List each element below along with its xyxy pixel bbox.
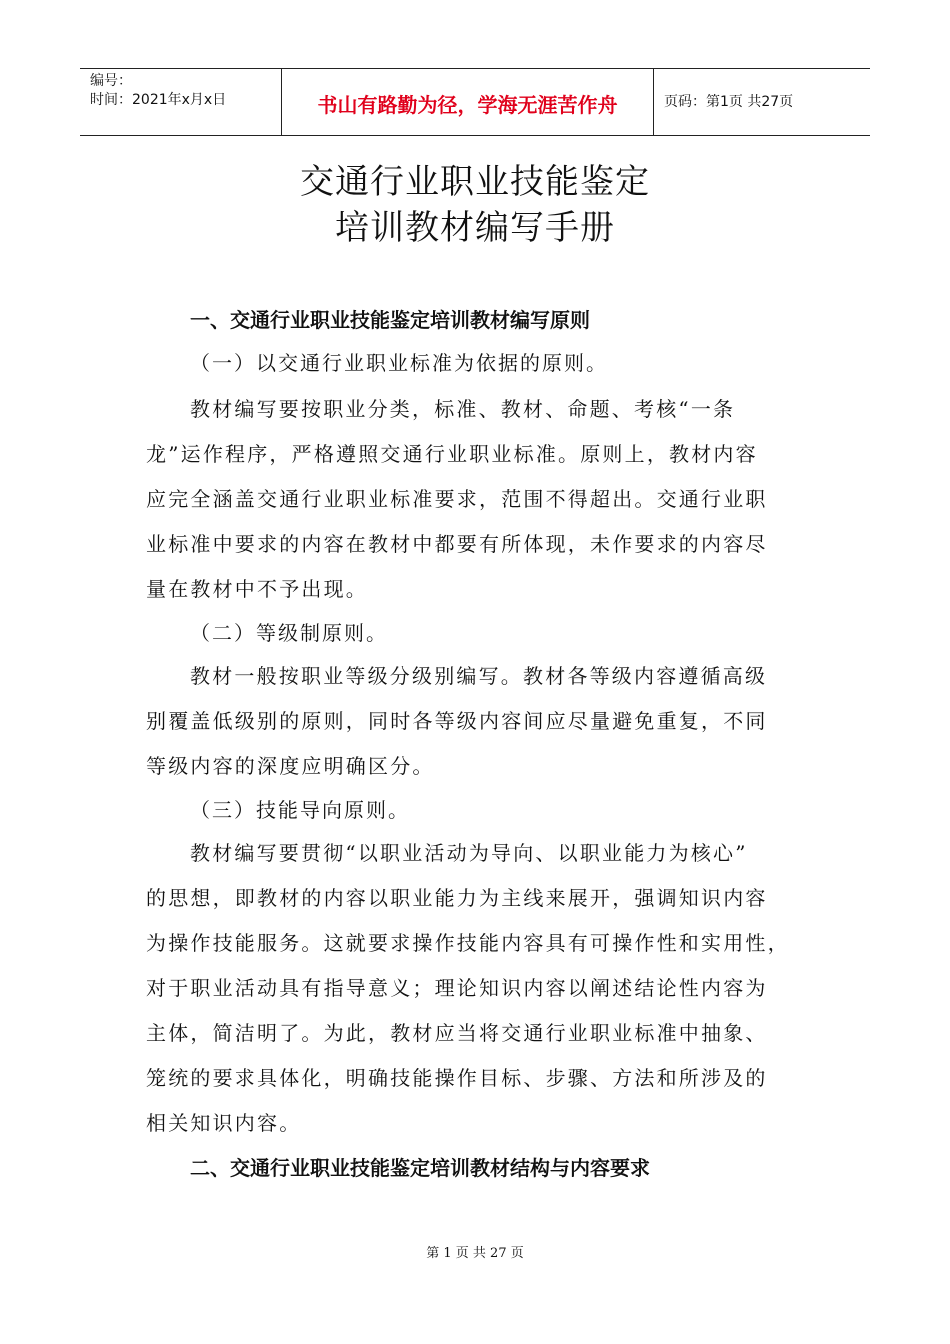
motto-text: 书山有路勤为径，学海无涯苦作舟 bbox=[317, 93, 618, 117]
document-title-line2: 培训教材编写手册 bbox=[335, 208, 615, 248]
paragraph-line: 别覆盖低级别的原则，同时各等级内容间应尽量避免重复，不同 bbox=[146, 709, 768, 733]
page-footer: 第 1 页 共 27 页 bbox=[426, 1246, 524, 1261]
page-header bbox=[80, 68, 870, 136]
paragraph-line: 量在教材中不予出现。 bbox=[146, 577, 368, 601]
document-title-line1: 交通行业职业技能鉴定 bbox=[300, 162, 650, 202]
paragraph-line: 对于职业活动具有指导意义；理论知识内容以阐述结论性内容为 bbox=[146, 976, 768, 1000]
paragraph-line: 主体，简洁明了。为此，教材应当将交通行业职业标准中抽象、 bbox=[146, 1021, 768, 1045]
subsection3-title: （三）技能导向原则。 bbox=[190, 798, 410, 822]
paragraph-line: 教材一般按职业等级分级别编写。教材各等级内容遵循高级 bbox=[190, 664, 768, 688]
paragraph-line: 龙”运作程序，严格遵照交通行业职业标准。原则上，教材内容 bbox=[146, 442, 758, 466]
paragraph-line: 为操作技能服务。这就要求操作技能内容具有可操作性和实用性， bbox=[146, 931, 790, 955]
paragraph-1 bbox=[146, 387, 826, 612]
paragraph-line: 教材编写要贯彻“以职业活动为导向、以职业能力为核心” bbox=[190, 841, 748, 865]
paragraph-line: 的思想，即教材的内容以职业能力为主线来展开，强调知识内容 bbox=[146, 886, 768, 910]
paragraph-line: 等级内容的深度应明确区分。 bbox=[146, 754, 435, 778]
header-motto-cell bbox=[281, 69, 654, 135]
serial-label: 编号： bbox=[90, 73, 132, 89]
subsection2-title: （二）等级制原则。 bbox=[190, 621, 388, 645]
section1-heading: 一、交通行业职业技能鉴定培训教材编写原则 bbox=[190, 308, 590, 332]
page-info: 页码：第1页 共27页 bbox=[664, 94, 794, 110]
subsection1-title: （一）以交通行业职业标准为依据的原则。 bbox=[190, 351, 608, 375]
paragraph-line: 相关知识内容。 bbox=[146, 1111, 302, 1135]
paragraph-3 bbox=[146, 831, 826, 1146]
paragraph-line: 应完全涵盖交通行业职业标准要求，范围不得超出。交通行业职 bbox=[146, 487, 768, 511]
paragraph-2 bbox=[146, 654, 826, 789]
paragraph-line: 笼统的要求具体化，明确技能操作目标、步骤、方法和所涉及的 bbox=[146, 1066, 768, 1090]
header-meta-cell bbox=[80, 69, 280, 135]
paragraph-line: 教材编写要按职业分类，标准、教材、命题、考核“一条 bbox=[190, 397, 736, 421]
section2-heading: 二、交通行业职业技能鉴定培训教材结构与内容要求 bbox=[190, 1156, 650, 1180]
header-page-cell bbox=[654, 69, 870, 135]
date-label: 时间：2021年x月x日 bbox=[90, 92, 227, 108]
paragraph-line: 业标准中要求的内容在教材中都要有所体现，未作要求的内容尽 bbox=[146, 532, 768, 556]
